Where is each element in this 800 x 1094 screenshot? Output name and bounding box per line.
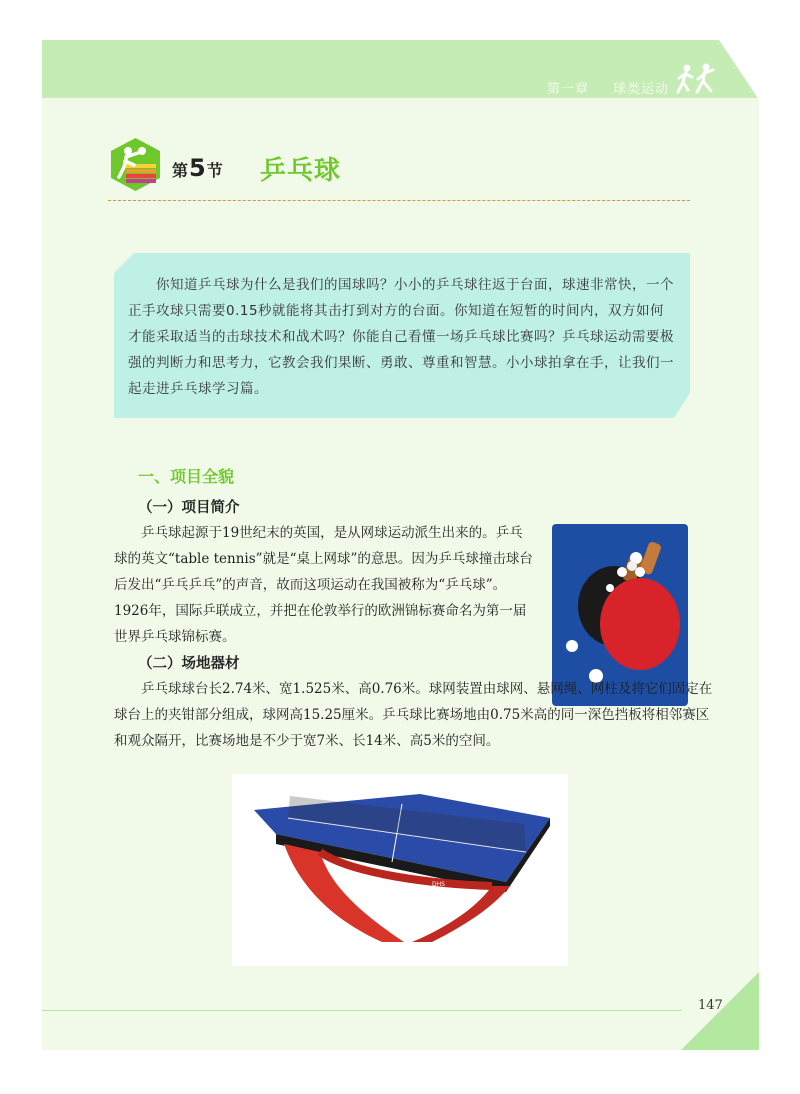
heading-overview: 一、项目全貌 (138, 467, 235, 486)
running-header (547, 78, 669, 97)
intro-text: 你知道乒乓球为什么是我们的国球吗？小小的乒乓球往返于台面，球速非常快，一个正手攻球只需要0.15秒就能将其击打到对方的台面。你知道在短暂的时间内，双方如何才能采取适当的击球技术和战术吗？你能自己看懂一场乒乓球比赛吗？乒乓球运动需要极强的判断力和思考力，它教会我们果断、勇敢、尊重和智慧。小小球拍拿在手，让我们一起走进乒乓球学习篇。 (128, 277, 674, 397)
table-image (232, 774, 568, 966)
subheading-introduction: （一）项目简介 (138, 500, 240, 516)
paragraph-venue: 乒乓球球台长2.74米、宽1.525米、高0.76米。球网装置由球网、悬网绳、网柱及将它们固定在球台上的夹钳部分组成，球网高15.25厘米。乒乓球比赛场地由0.75米高的同一深色挡板将相邻赛区和观众隔开，比赛场地是不少于宽7米、长14米、高5米的空间。 (114, 681, 713, 749)
table-brand-label: DHS (432, 881, 445, 888)
subheading-venue: （二）场地器材 (138, 656, 240, 672)
section-number: 第 5 节 (172, 154, 223, 182)
page-number: 147 (698, 998, 723, 1013)
footer-line (42, 1010, 682, 1011)
textbook-page (42, 40, 759, 1050)
table-tennis-table-photo (232, 774, 568, 966)
paragraph-introduction: 乒乓球起源于19世纪末的英国，是从网球运动派生出来的。乒乓球的英文“table tennis”就是“桌上网球”的意思。因为乒乓球撞击球台后发出“乒乓乒乓”的声音，故而这项运动在我国被称为“乒乓球”。1926年，国际乒联成立，并把在伦敦举行的欧洲锦标赛命名为第一届世界乒乓球锦标赛。 (114, 525, 533, 645)
divider (108, 200, 690, 201)
unit-label: 球类运动 (612, 82, 669, 97)
chapter-label: 第一章 (546, 82, 589, 97)
table-tennis-emblem-icon (108, 137, 163, 192)
section-title: 乒乓球 (260, 156, 342, 186)
players-icon (673, 62, 721, 98)
header-corner (719, 40, 759, 100)
